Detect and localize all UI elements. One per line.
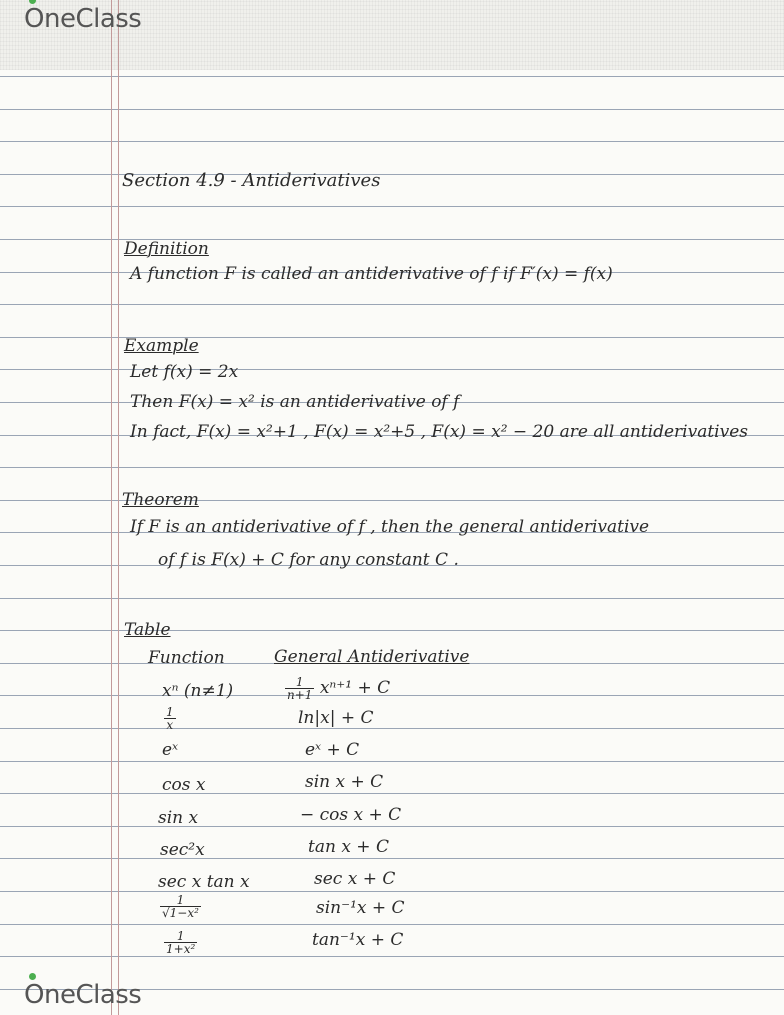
row-1-function bbox=[164, 706, 176, 731]
footer-logo bbox=[24, 980, 141, 1010]
row-8-frac-num: 1 bbox=[164, 930, 197, 943]
table-col-general: General Antiderivative bbox=[274, 647, 470, 667]
row-2-general: eˣ + C bbox=[305, 740, 360, 760]
row-1-general: ln|x| + C bbox=[298, 708, 374, 728]
theorem-line-1: If F is an antiderivative of f , then the general antiderivative bbox=[130, 517, 650, 537]
row-2-function: eˣ bbox=[162, 740, 179, 760]
example-line-2: Then F(x) = x² is an antiderivative of f bbox=[130, 392, 460, 412]
row-5-function: sec²x bbox=[160, 840, 205, 860]
row-5-general: tan x + C bbox=[308, 837, 389, 857]
row-3-general: sin x + C bbox=[305, 772, 384, 792]
section-title: Section 4.9 - Antiderivatives bbox=[122, 170, 381, 191]
definition-heading: Definition bbox=[124, 239, 209, 259]
margin-line bbox=[111, 0, 112, 1015]
definition-text: A function F is called an antiderivative of f if F′(x) = f(x) bbox=[130, 264, 613, 284]
row-4-function: sin x bbox=[158, 808, 199, 828]
row-6-general: sec x + C bbox=[314, 869, 396, 889]
row-0-general bbox=[285, 676, 390, 701]
example-line-3: In fact, F(x) = x²+1 , F(x) = x²+5 , F(x) = x² − 20 are all antiderivatives bbox=[130, 422, 748, 442]
margin-line bbox=[118, 0, 119, 1015]
row-6-function: sec x tan x bbox=[158, 872, 250, 892]
row-1-fraction bbox=[164, 706, 176, 731]
header-logo bbox=[24, 4, 141, 34]
example-line-1: Let f(x) = 2x bbox=[130, 362, 239, 382]
row-0-fraction bbox=[285, 676, 314, 701]
row-7-frac-num: 1 bbox=[160, 894, 201, 907]
table-col-function: Function bbox=[148, 648, 225, 668]
theorem-line-2: of f is F(x) + C for any constant C . bbox=[158, 550, 459, 570]
row-7-fraction bbox=[160, 894, 201, 919]
row-0-frac-den: n+1 bbox=[287, 688, 313, 702]
row-0-general-text: xⁿ⁺¹ + C bbox=[319, 678, 391, 698]
header-logo-text: OneClass bbox=[24, 4, 142, 34]
row-0-function: xⁿ (n≠1) bbox=[162, 681, 234, 701]
row-1-frac-num: 1 bbox=[166, 705, 174, 719]
row-0-frac-num: 1 bbox=[285, 676, 314, 689]
row-7-general: sin⁻¹x + C bbox=[316, 898, 405, 918]
row-8-general: tan⁻¹x + C bbox=[312, 930, 404, 950]
theorem-heading: Theorem bbox=[122, 490, 199, 510]
footer-logo-text: OneClass bbox=[24, 980, 142, 1010]
example-heading: Example bbox=[124, 336, 199, 356]
logo-leaf-icon bbox=[29, 973, 36, 980]
row-8-frac-den: 1+x² bbox=[166, 942, 196, 956]
row-1-frac-den: x bbox=[166, 718, 174, 732]
row-8-function bbox=[164, 930, 197, 955]
row-8-fraction bbox=[164, 930, 197, 955]
row-7-function bbox=[160, 894, 201, 919]
table-heading: Table bbox=[124, 620, 171, 640]
row-4-general: − cos x + C bbox=[300, 805, 402, 825]
row-3-function: cos x bbox=[162, 775, 206, 795]
row-7-frac-den: √1−x² bbox=[162, 906, 199, 920]
